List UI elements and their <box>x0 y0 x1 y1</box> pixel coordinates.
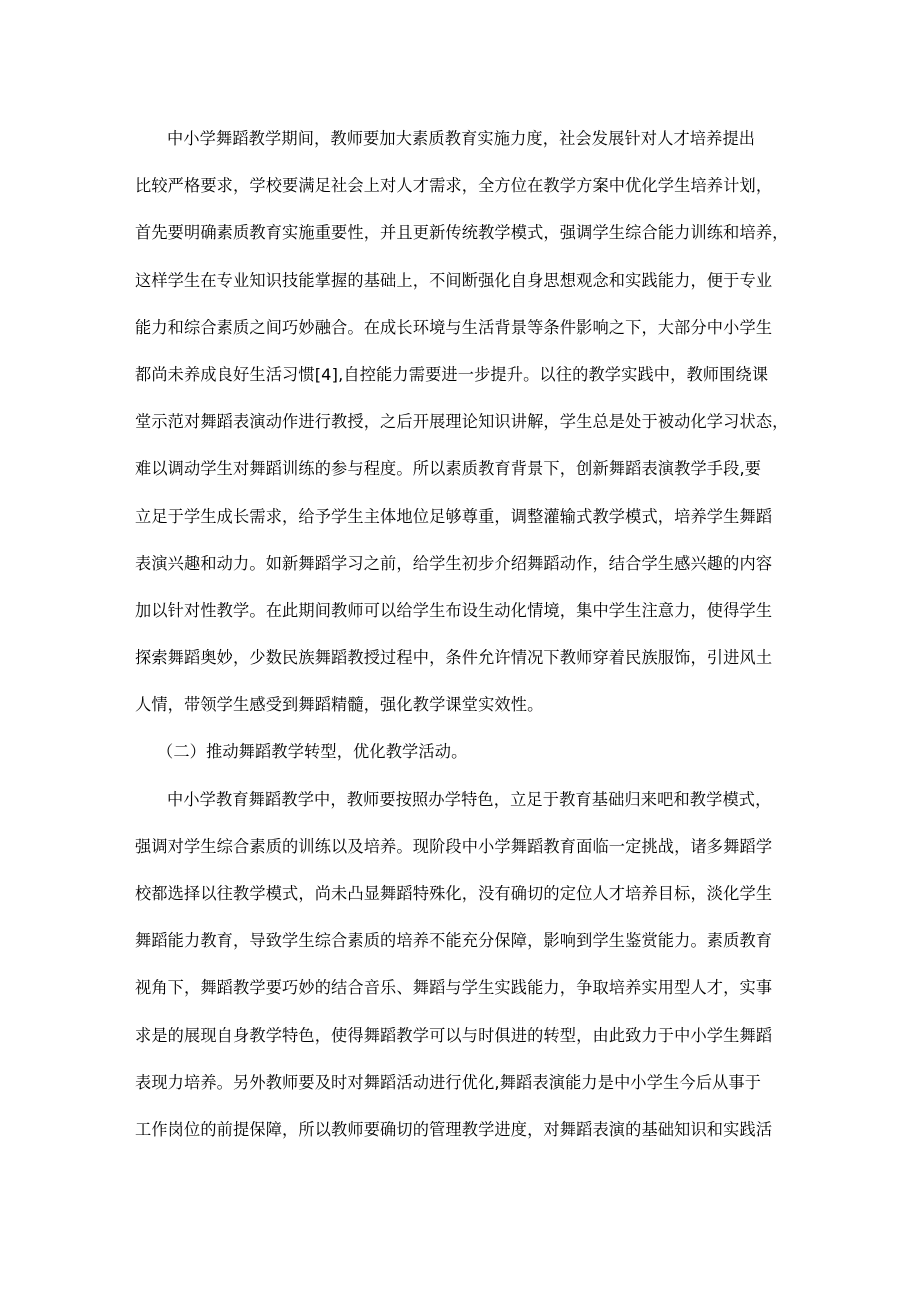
text-line: 强调对学生综合素质的训练以及培养。现阶段中小学舞蹈教育面临一定挑战，诸多舞蹈学 <box>135 836 773 856</box>
text-line: 求是的展现自身教学特色，使得舞蹈教学可以与时俱进的转型，由此致力于中小学生舞蹈 <box>135 1025 773 1045</box>
text-line: 这样学生在专业知识技能掌握的基础上，不间断强化自身思想观念和实践能力，便于专业 <box>135 270 773 290</box>
text-line: 表现力培养。另外教师要及时对舞蹈活动进行优化,舞蹈表演能力是中小学生今后从事于 <box>135 1072 762 1092</box>
text-line: 比较严格要求，学校要满足社会上对人才需求，全方位在教学方案中优化学生培养计划， <box>135 176 773 196</box>
text-line: 工作岗位的前提保障，所以教师要确切的管理教学进度，对舞蹈表演的基础知识和实践活 <box>135 1119 773 1139</box>
text-line: 难以调动学生对舞蹈训练的参与程度。所以素质教育背景下，创新舞蹈表演教学手段,要 <box>135 459 762 479</box>
text-line: 立足于学生成长需求，给予学生主体地位足够尊重，调整灌输式教学模式，培养学生舞蹈 <box>135 506 773 526</box>
text-line: 能力和综合素质之间巧妙融合。在成长环境与生活背景等条件影响之下，大部分中小学生 <box>135 317 773 337</box>
text-line: 首先要明确素质教育实施重要性，并且更新传统教学模式，强调学生综合能力训练和培养， <box>135 223 789 243</box>
text-line: 视角下，舞蹈教学要巧妙的结合音乐、舞蹈与学生实践能力，争取培养实用型人才，实事 <box>135 978 773 998</box>
text-line: 人情，带领学生感受到舞蹈精髓，强化教学课堂实效性。 <box>135 695 544 715</box>
text-line: 堂示范对舞蹈表演动作进行教授，之后开展理论知识讲解，学生总是处于被动化学习状态， <box>135 412 789 432</box>
text-line: 舞蹈能力教育，导致学生综合素质的培养不能充分保障，影响到学生鉴赏能力。素质教育 <box>135 931 773 951</box>
text-line: 表演兴趣和动力。如新舞蹈学习之前，给学生初步介绍舞蹈动作，结合学生感兴趣的内容 <box>135 553 773 573</box>
text-line: 加以针对性教学。在此期间教师可以给学生布设生动化情境，集中学生注意力，使得学生 <box>135 600 773 620</box>
text-line: 校都选择以往教学模式，尚未凸显舞蹈特殊化，没有确切的定位人才培养目标，淡化学生 <box>135 884 773 903</box>
text-line: 探索舞蹈奥妙，少数民族舞蹈教授过程中，条件允许情况下教师穿着民族服饰，引进风土 <box>135 648 773 668</box>
text-line: 都尚未养成良好生活习惯[4],自控能力需要进一步提升。以往的教学实践中，教师围绕课 <box>135 364 769 384</box>
paragraph-1 <box>135 115 795 728</box>
section-heading: （二）推动舞蹈教学转型，优化教学活动。 <box>157 742 468 762</box>
text-line: 中小学舞蹈教学期间，教师要加大素质教育实施力度，社会发展针对人才培养提出 <box>167 129 756 148</box>
paragraph-2 <box>135 776 795 1154</box>
document-body <box>135 115 795 1153</box>
text-line: 中小学教育舞蹈教学中，教师要按照办学特色，立足于教育基础归来吧和教学模式， <box>167 789 772 809</box>
